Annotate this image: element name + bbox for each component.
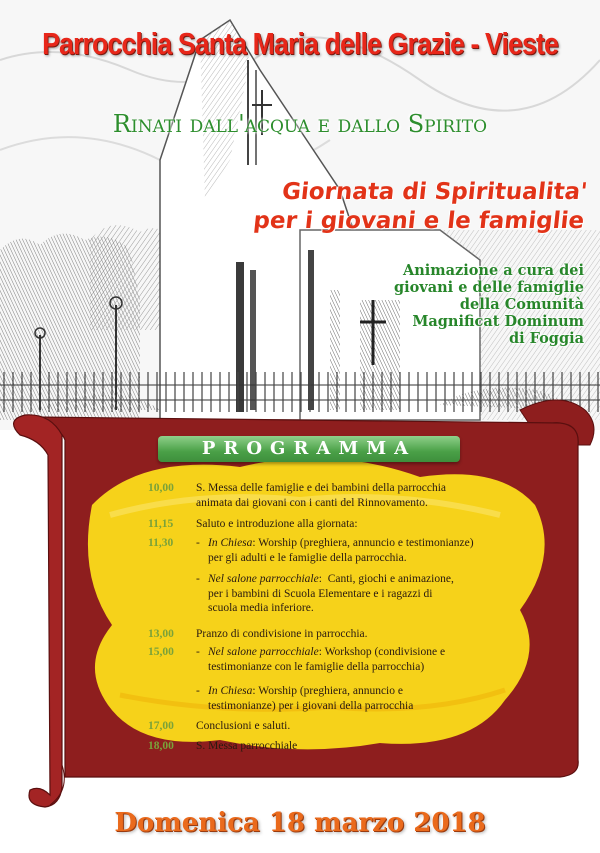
- schedule-text: Canti, giochi e animazione,: [327, 573, 454, 585]
- schedule-row: [148, 517, 528, 532]
- schedule-text: testimonianze) per i giovani della parrocchia: [208, 699, 414, 712]
- schedule-subitem: - Nel salone parrocchiale: Canti, giochi e animazione, per i bambini di Scuola Elementare e i ragazzi di scuola media inferiore.: [196, 572, 528, 616]
- schedule-place: In Chiesa: [208, 537, 253, 549]
- schedule-time: 17,00: [148, 720, 174, 732]
- schedule-text: Worship (preghiera, annuncio e testimonianze): [258, 537, 474, 549]
- event-title: [252, 178, 589, 236]
- schedule-text: S. Messa parrocchiale: [196, 740, 298, 752]
- schedule-subitem: - In Chiesa: Worship (preghiera, annuncio e testimonianze) per gli adulti e le famiglie della parrocchia.: [196, 536, 528, 565]
- event-date: Domenica 18 marzo 2018: [114, 808, 486, 838]
- schedule-text: animata dai giovani con i canti del Rinnovamento.: [196, 496, 428, 509]
- schedule-subitem: - Nel salone parrocchiale: Workshop (condivisione e testimonianze con le famiglie della parrocchia): [196, 645, 528, 674]
- schedule-place: Nel salone parrocchiale: [208, 573, 319, 585]
- event-title-line-2: per i giovani e le famiglie: [252, 208, 586, 234]
- schedule-time: 15,00: [148, 646, 174, 658]
- schedule-row: [148, 719, 528, 734]
- event-title-line-1: Giornata di Spiritualita': [281, 179, 589, 205]
- animation-credit-line: della Comunità: [459, 296, 584, 313]
- animation-credit-line: di Foggia: [508, 330, 584, 347]
- schedule-text: testimonianze con le famiglie della parrocchia): [208, 660, 425, 673]
- schedule-text: Workshop (condivisione e: [324, 646, 446, 658]
- programma-heading: PROGRAMMA: [158, 436, 460, 462]
- animation-credit-line: giovani e delle famiglie: [393, 279, 584, 296]
- schedule-subitem: - In Chiesa: Worship (preghiera, annuncio e testimonianze) per i giovani della parrocchia: [196, 684, 528, 713]
- schedule-time: 11,15: [148, 518, 174, 530]
- schedule-text: Pranzo di condivisione in parrocchia.: [196, 628, 368, 640]
- schedule-place: In Chiesa: [208, 685, 253, 697]
- schedule-text: Saluto e introduzione alla giornata:: [196, 518, 358, 530]
- schedule-place: Nel salone parrocchiale: [208, 646, 319, 658]
- schedule-row: [148, 481, 528, 510]
- schedule-text: Worship (preghiera, annuncio e: [258, 685, 403, 697]
- schedule-time: 10,00: [148, 482, 174, 494]
- schedule-text: S. Messa delle famiglie e dei bambini della parrocchia: [196, 482, 447, 494]
- schedule-time: 18,00: [148, 740, 174, 752]
- animation-credit: [334, 262, 584, 347]
- animation-credit-line: Animazione a cura dei: [402, 262, 584, 279]
- schedule-text: Conclusioni e saluti.: [196, 720, 291, 732]
- schedule-time: 11,30: [148, 537, 174, 549]
- theme-subtitle: Rinati dall'acqua e dallo Spirito: [112, 110, 488, 138]
- schedule-text: per i bambini di Scuola Elementare e i ragazzi di: [208, 587, 433, 600]
- schedule-row: [148, 739, 528, 754]
- parish-title: Parrocchia Santa Maria delle Grazie - Vieste: [42, 26, 558, 61]
- schedule-row: [148, 627, 528, 642]
- schedule-text: scuola media inferiore.: [208, 602, 314, 614]
- schedule-time: 13,00: [148, 628, 174, 640]
- animation-credit-line: Magnificat Dominum: [412, 313, 584, 330]
- schedule-text: per gli adulti e le famiglie della parrocchia.: [208, 551, 407, 564]
